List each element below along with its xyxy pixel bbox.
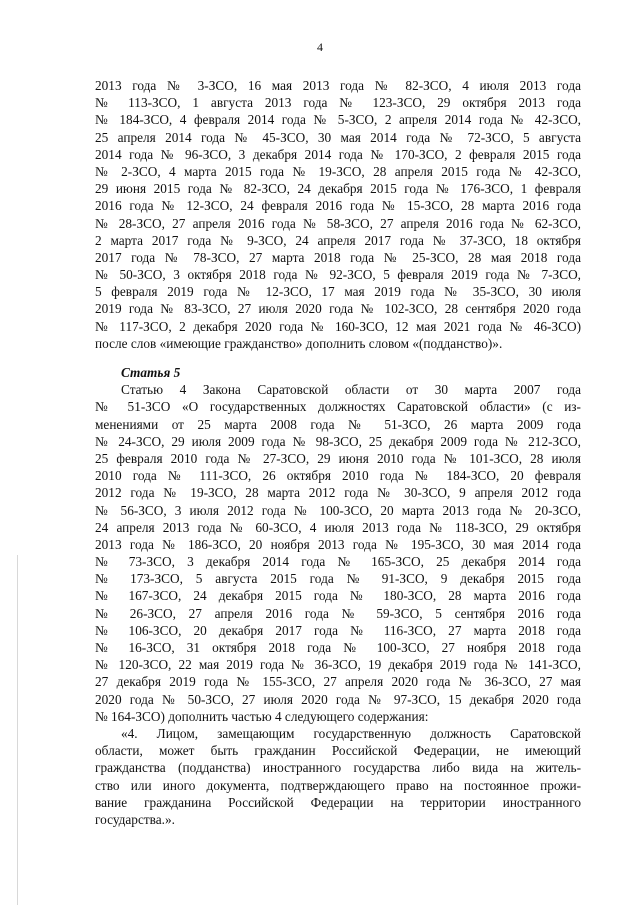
scan-edge-line [17,555,18,905]
document-body [95,77,581,828]
amendment-paragraph-2 [95,381,581,725]
text-line: 27 декабря 2019 года № 155-ЗСО, 27 апреля 2020 года № 36-ЗСО, 27 мая [95,674,581,690]
text-line: № 56-ЗСО, 3 июля 2012 года № 100-ЗСО, 20 марта 2013 года № 20-ЗСО, [95,502,581,518]
text-line: 2020 года № 50-ЗСО, 27 июля 2020 года № 97-ЗСО, 15 декабря 2020 года [95,691,581,707]
text-line: № 120-ЗСО, 22 мая 2019 года № 36-ЗСО, 19 декабря 2019 года № 141-ЗСО, [95,657,581,673]
text-line: после слов «имеющие гражданство» дополнить словом «(подданство)». [95,335,503,351]
text-line: № 51-ЗСО «О государственных должностях Саратовской области» (с из- [95,399,581,415]
quoted-new-part [95,725,581,828]
text-line: № 28-ЗСО, 27 апреля 2016 года № 58-ЗСО, 27 апреля 2016 года № 62-ЗСО, [95,215,581,231]
text-line: Статью 4 Закона Саратовской области от 30 марта 2007 года [121,382,581,398]
text-line: № 117-ЗСО, 2 декабря 2020 года № 160-ЗСО, 12 мая 2021 года № 46-ЗСО) [95,318,581,334]
article-heading: Статья 5 [121,365,181,380]
text-line: 2013 года № 3-ЗСО, 16 мая 2013 года № 82-ЗСО, 4 июля 2013 года [95,78,581,93]
text-line: № 50-ЗСО, 3 октября 2018 года № 92-ЗСО, 5 февраля 2019 года № 7-ЗСО, [95,267,581,283]
text-line: № 164-ЗСО) дополнить частью 4 следующего содержания: [95,708,429,724]
text-line: 2019 года № 83-ЗСО, 27 июля 2020 года № 102-ЗСО, 28 сентября 2020 года [95,301,581,317]
text-line: 2014 года № 96-ЗСО, 3 декабря 2014 года № 170-ЗСО, 2 февраля 2015 года [95,146,581,162]
text-line: 25 февраля 2010 года № 27-ЗСО, 29 июня 2010 года № 101-ЗСО, 28 июля [95,450,581,466]
text-line: ство или иного документа, подтверждающего право на постоянное прожи- [95,777,581,793]
amendment-paragraph-1 [95,77,581,352]
text-line: 2012 года № 19-ЗСО, 28 марта 2012 года № 30-ЗСО, 9 апреля 2012 года [95,485,581,501]
text-line: № 24-ЗСО, 29 июля 2009 года № 98-ЗСО, 25 декабря 2009 года № 212-ЗСО, [95,433,581,449]
text-line: 29 июня 2015 года № 82-ЗСО, 24 декабря 2015 года № 176-ЗСО, 1 февраля [95,181,581,197]
text-line: 2016 года № 12-ЗСО, 24 февраля 2016 года № 15-ЗСО, 28 марта 2016 года [95,198,581,214]
text-line: 24 апреля 2013 года № 60-ЗСО, 4 июля 2013 года № 118-ЗСО, 29 октября [95,519,581,535]
text-line: № 167-ЗСО, 24 декабря 2015 года № 180-ЗСО, 28 марта 2016 года [95,588,581,604]
text-line: 2 марта 2017 года № 9-ЗСО, 24 апреля 2017 года № 37-ЗСО, 18 октября [95,232,581,248]
text-line: 2010 года № 111-ЗСО, 26 октября 2010 года № 184-ЗСО, 20 февраля [95,468,581,484]
text-line: вание гражданина Российской Федерации на территории иностранного [95,794,581,810]
text-line: № 16-ЗСО, 31 октября 2018 года № 100-ЗСО, 27 ноября 2018 года [95,640,581,655]
page-number: 4 [317,40,323,54]
text-line: «4. Лицом, замещающим государственную должность Саратовской [121,725,581,741]
text-line: № 2-ЗСО, 4 марта 2015 года № 19-ЗСО, 28 апреля 2015 года № 42-ЗСО, [95,163,581,179]
text-line: менениями от 25 марта 2008 года № 51-ЗСО, 26 марта 2009 года [95,416,581,432]
text-line: № 106-ЗСО, 20 декабря 2017 года № 116-ЗСО, 27 марта 2018 года [95,622,581,638]
text-line: № 173-ЗСО, 5 августа 2015 года № 91-ЗСО, 9 декабря 2015 года [95,571,581,587]
text-line: № 113-ЗСО, 1 августа 2013 года № 123-ЗСО, 29 октября 2013 года [95,95,581,111]
text-line: гражданства (подданства) иностранного государства либо вида на житель- [95,760,581,776]
text-line: 5 февраля 2019 года № 12-ЗСО, 17 мая 2019 года № 35-ЗСО, 30 июля [95,284,581,300]
text-line: 2017 года № 78-ЗСО, 27 марта 2018 года № 25-ЗСО, 28 мая 2018 года [95,249,581,265]
text-line: 25 апреля 2014 года № 45-ЗСО, 30 мая 2014 года № 72-ЗСО, 5 августа [95,129,581,145]
text-line: № 73-ЗСО, 3 декабря 2014 года № 165-ЗСО, 25 декабря 2014 года [95,554,581,570]
text-line: № 184-ЗСО, 4 февраля 2014 года № 5-ЗСО, 2 апреля 2014 года № 42-ЗСО, [95,112,581,128]
text-line: № 26-ЗСО, 27 апреля 2016 года № 59-ЗСО, 5 сентября 2016 года [95,605,581,621]
text-line: области, может быть гражданин Российской Федерации, не имеющий [95,743,581,759]
text-line: 2013 года № 186-ЗСО, 20 ноября 2013 года № 195-ЗСО, 30 мая 2014 года [95,536,581,552]
text-line: государства.». [95,811,175,827]
